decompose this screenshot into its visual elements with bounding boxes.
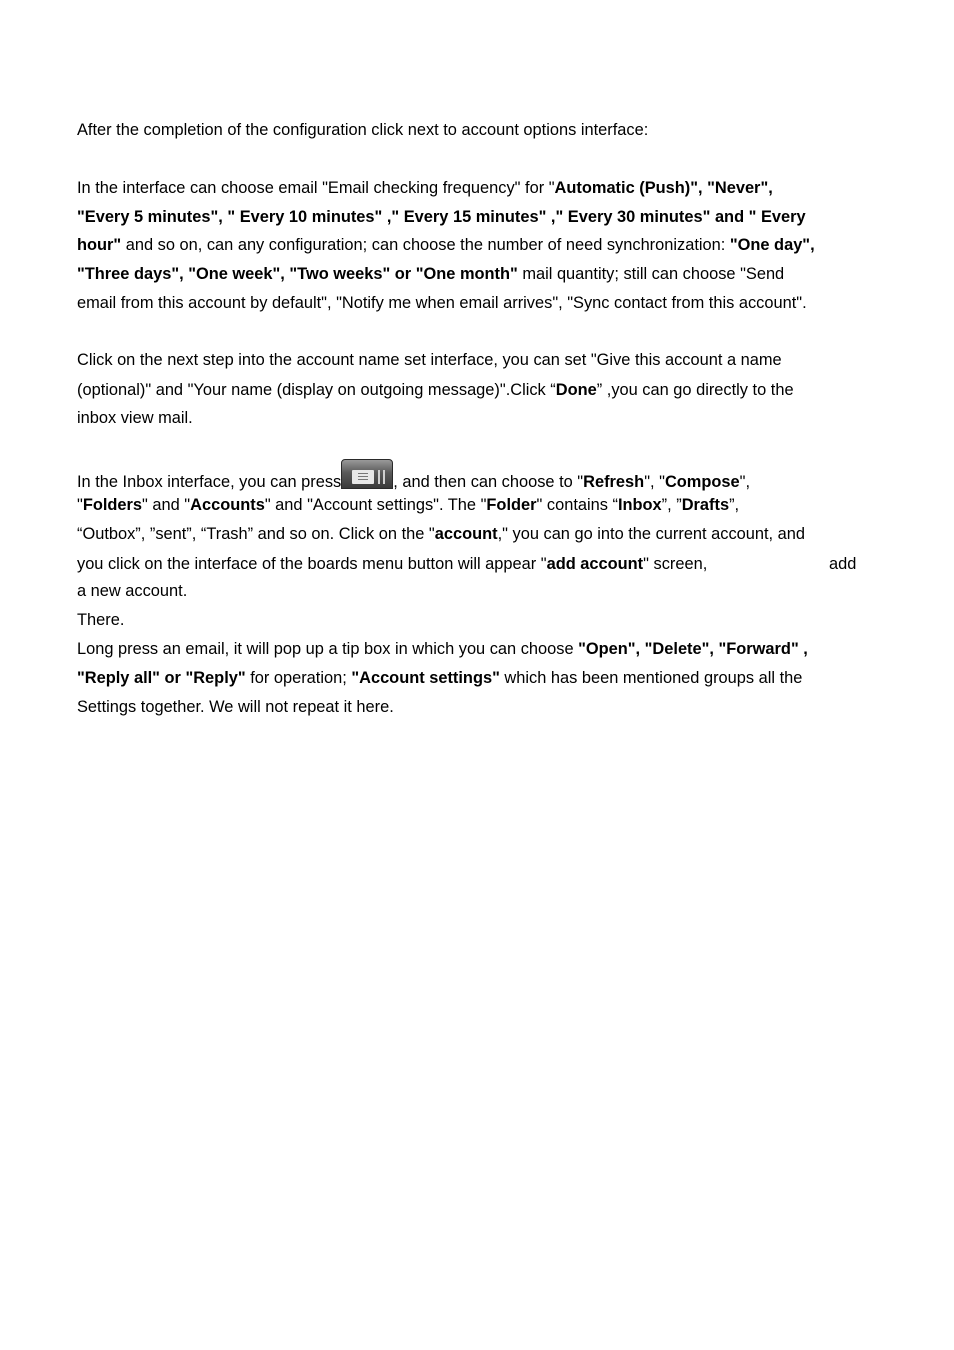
text: " screen, [643, 555, 708, 573]
text: mail quantity; still can choose "Send [517, 265, 785, 283]
text: There. [77, 611, 125, 629]
bold-text: "Every 5 minutes", " Every 10 minutes" ," Every 15 minutes" ," Every 30 minutes" and " Every [77, 208, 806, 226]
bold-text: "Reply all" or "Reply" [77, 669, 246, 687]
menu-bar [383, 470, 385, 484]
bold-text: Accounts [190, 496, 265, 514]
bold-text: hour" [77, 236, 122, 254]
text: and so on, can any configuration; can choose the number of need synchronization: [121, 236, 730, 254]
text: In the Inbox interface, you can press [77, 473, 342, 491]
text: In the interface can choose email "Email checking frequency" for " [77, 179, 555, 197]
text: ” ,you can go directly to the [596, 381, 794, 399]
text: " [77, 496, 83, 514]
frequency-line-5 [77, 293, 807, 313]
account-name-line-3 [77, 408, 193, 428]
bold-text: Drafts [681, 496, 730, 514]
bold-text: Automatic (Push)", "Never", [554, 179, 773, 197]
long-press-line-2 [77, 668, 802, 688]
long-press-line-3 [77, 697, 394, 717]
menu-key-icon [341, 459, 393, 489]
bold-text: "Open", "Delete", "Forward" , [578, 640, 808, 658]
account-name-line-1 [77, 350, 782, 370]
inbox-line-3 [77, 524, 805, 544]
bold-text: "Three days", "One week", "Two weeks" or "One month" [77, 265, 518, 283]
bold-text: "One day", [729, 236, 815, 254]
bold-text: "Account settings" [351, 669, 500, 687]
text: " and "Account settings". The " [264, 496, 487, 514]
menu-bar [378, 470, 380, 484]
text: for operation; [245, 669, 352, 687]
text: which has been mentioned groups all the [499, 669, 803, 687]
intro-line [77, 120, 648, 140]
text: “Outbox”, ”sent”, “Trash” and so on. Click on the " [77, 525, 435, 543]
text: Long press an email, it will pop up a tip box in which you can choose [77, 640, 579, 658]
text: you click on the interface of the boards menu button will appear " [77, 555, 547, 573]
menu-glyph [352, 470, 374, 484]
inbox-line-6 [77, 610, 124, 630]
text: (optional)" and "Your name (display on outgoing message)".Click “ [77, 381, 556, 399]
text: Click on the next step into the account name set interface, you can set "Give this account a name [77, 351, 782, 369]
bold-text: Done [555, 381, 597, 399]
text: Settings together. We will not repeat it here. [77, 698, 394, 716]
intro-text: After the completion of the configuration click next to account options interface: [77, 121, 649, 139]
text: " contains “ [536, 496, 618, 514]
inbox-line-4 [77, 554, 707, 574]
frequency-line-1 [77, 178, 773, 198]
bold-text: add account [546, 555, 644, 573]
text: , and then can choose to " [393, 473, 584, 491]
bold-text: Inbox [617, 496, 662, 514]
bold-text: Refresh [583, 473, 645, 491]
frequency-line-2 [77, 207, 806, 227]
inbox-line-5 [77, 581, 187, 601]
inbox-line-2 [77, 495, 739, 515]
text: " and " [142, 496, 191, 514]
text: ", " [644, 473, 665, 491]
trailing-word: add [829, 555, 857, 573]
inbox-line-1 [77, 459, 750, 492]
long-press-line-1 [77, 639, 808, 659]
text: a new account. [77, 582, 188, 600]
account-name-line-2 [77, 380, 794, 400]
frequency-line-4 [77, 264, 784, 284]
text: email from this account by default", "Notify me when email arrives", "Sync contact from this account". [77, 294, 807, 312]
bold-text: account [434, 525, 498, 543]
bold-text: Folders [82, 496, 143, 514]
frequency-line-3 [77, 235, 815, 255]
text: ”, [729, 496, 740, 514]
bold-text: Compose [664, 473, 740, 491]
text: ," you can go into the current account, and [497, 525, 806, 543]
text: ”, ” [661, 496, 682, 514]
text: inbox view mail. [77, 409, 193, 427]
bold-text: Folder [486, 496, 537, 514]
text: ", [739, 473, 750, 491]
